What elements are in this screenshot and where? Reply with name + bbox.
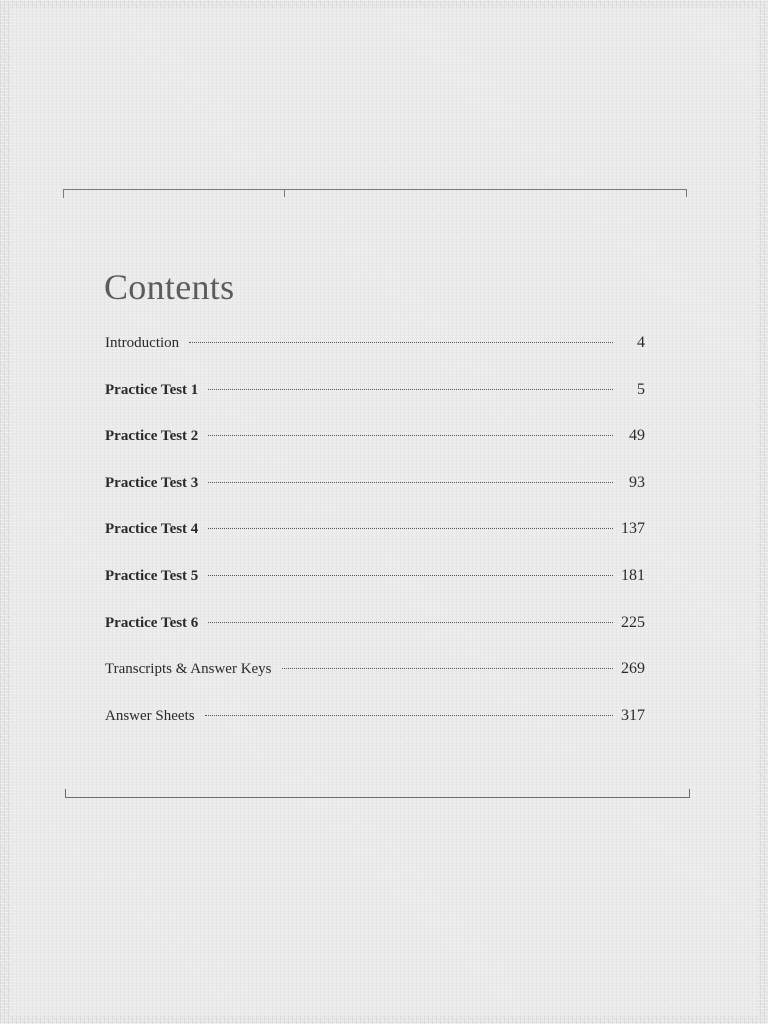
toc-entry-page-number: 317 [621,706,645,724]
dot-leader [208,388,613,390]
frame-top-right-tick [686,189,687,197]
toc-entry-practice-test-4[interactable] [105,520,645,567]
toc-entry-label: Practice Test 2 [105,428,199,445]
toc-entry-label: Introduction [105,335,180,351]
toc-entry-label: Practice Test 6 [105,614,199,631]
frame-top-rule [63,189,687,190]
frame-bottom-rule [65,797,690,798]
toc-entry-practice-test-3[interactable] [105,474,645,521]
toc-entry-page-number: 5 [637,380,645,398]
toc-entry-practice-test-2[interactable] [105,427,645,474]
toc-entry-page-number: 93 [629,473,645,491]
toc-entry-page-number: 49 [629,427,645,445]
frame-bottom-right-tick [689,789,690,798]
page-title: Contents [104,267,235,307]
toc-entry-label: Transcripts & Answer Keys [105,661,272,678]
dot-leader [205,714,613,716]
dot-leader [208,574,613,576]
toc-entry-introduction[interactable] [105,334,645,381]
toc-entry-label: Answer Sheets [105,707,195,724]
toc-entry-page-number: 4 [637,334,645,351]
dot-leader [208,434,613,436]
toc-entry-practice-test-1[interactable] [105,381,645,428]
dot-leader [208,481,613,483]
toc-entry-page-number: 225 [621,613,645,631]
frame-top-left-tick [63,189,64,198]
toc-entry-page-number: 137 [621,520,645,538]
dot-leader [208,527,613,529]
toc-entry-answer-sheets[interactable] [105,707,645,754]
dot-leader [208,621,613,623]
frame-bottom-left-tick [65,789,66,798]
toc-entry-label: Practice Test 4 [105,521,199,538]
toc-entry-label: Practice Test 5 [105,567,199,584]
table-of-contents [105,334,645,753]
toc-entry-practice-test-6[interactable] [105,614,645,661]
toc-entry-transcripts-answer-keys[interactable] [105,660,645,707]
dot-leader [189,341,613,343]
frame-top-mid-tick [284,189,285,197]
toc-entry-label: Practice Test 1 [105,381,199,398]
toc-entry-label: Practice Test 3 [105,474,199,491]
toc-entry-page-number: 181 [621,566,645,584]
toc-entry-page-number: 269 [621,660,645,678]
dot-leader [282,667,613,669]
toc-entry-practice-test-5[interactable] [105,567,645,614]
